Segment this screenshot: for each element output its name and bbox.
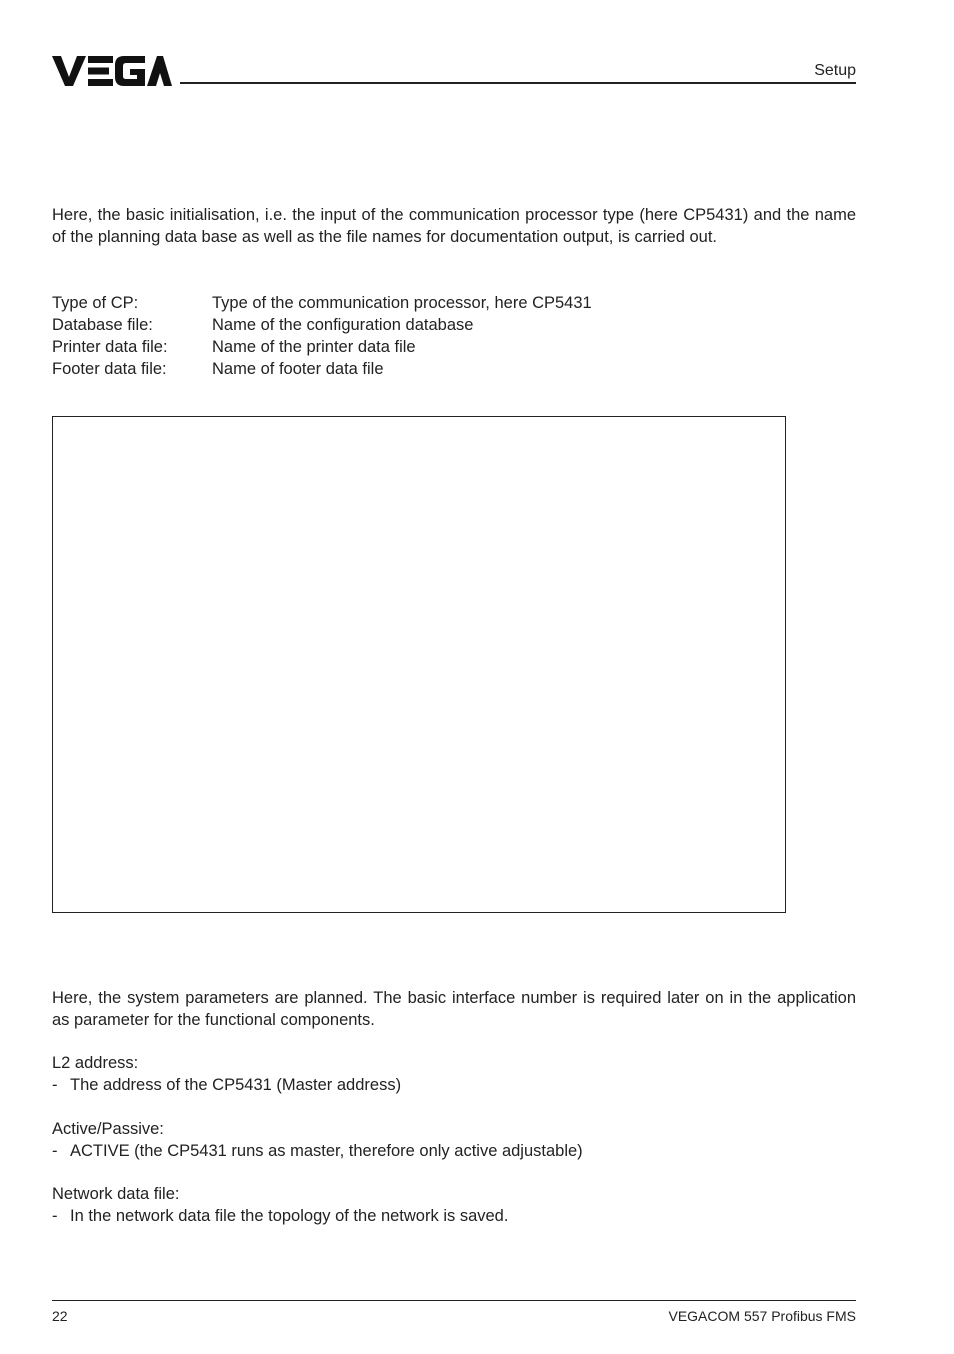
dash-bullet-icon: - [52,1142,58,1160]
document-title: VEGACOM 557 Profibus FMS [668,1308,856,1324]
vega-logo [52,56,172,86]
system-parameters-paragraph: Here, the system parameters are planned. The basic interface number is required later on in the application as parameter for the functional components. [52,989,856,1029]
screenshot-placeholder-frame [52,416,786,913]
definition-description: Name of footer data file [212,360,384,378]
dash-bullet-icon: - [52,1207,58,1225]
dash-bullet-icon: - [52,1076,58,1094]
definition-row-printer [52,336,592,358]
param-label: Active/Passive: [52,1120,164,1138]
definition-term: Footer data file: [52,360,167,378]
definition-term: Type of CP: [52,294,139,312]
definition-term: Printer data file: [52,338,168,356]
param-bullet-text: The address of the CP5431 (Master address) [70,1076,402,1094]
definition-row-cp-type [52,292,592,314]
definition-description: Name of the printer data file [212,338,416,356]
definition-description: Type of the communication processor, here CP5431 [212,294,592,312]
param-bullet [52,1140,856,1162]
param-label: L2 address: [52,1054,139,1072]
definition-row-database [52,314,592,336]
param-bullet [52,1205,856,1227]
param-network-data-file [52,1183,856,1227]
header-rule [180,82,856,84]
definition-term: Database file: [52,316,153,334]
definition-description: Name of the configuration database [212,316,474,334]
definition-list [52,292,592,380]
page-number: 22 [52,1308,68,1324]
param-active-passive [52,1118,856,1162]
param-bullet-text: In the network data file the topology of the network is saved. [70,1207,509,1225]
footer-rule [52,1300,856,1301]
definition-row-footer [52,358,592,380]
param-label: Network data file: [52,1185,180,1203]
intro-paragraph: Here, the basic initialisation, i.e. the input of the communication processor type (here CP5431) and the name of the planning data base as well as the file names for documentation output, is carried out. [52,206,856,246]
param-bullet [52,1074,856,1096]
param-l2-address [52,1052,856,1096]
header-section-title: Setup [814,62,856,79]
param-bullet-text: ACTIVE (the CP5431 runs as master, therefore only active adjustable) [70,1142,583,1160]
